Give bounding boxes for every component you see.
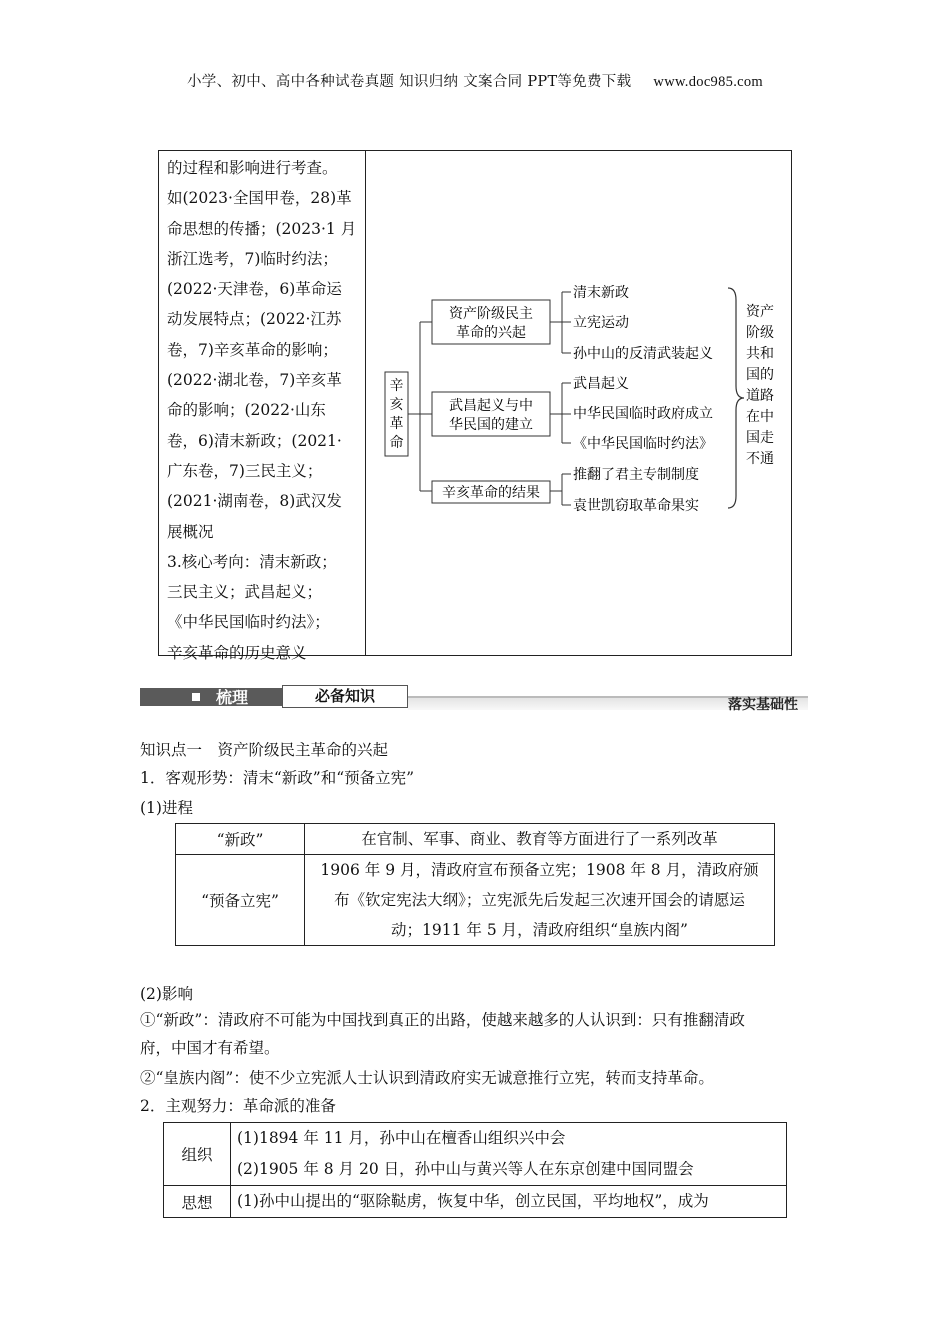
analysis-line: 浙江选考，7)临时约法；: [167, 249, 338, 268]
table-value-line: 1906 年 9 月，清政府宣布预备立宪；1908 年 8 月，清政府颁: [320, 861, 759, 879]
header-text: 小学、初中、高中各种试卷真题 知识归纳 文案合同 PPT等免费下载: [187, 74, 632, 90]
table-value-line: (2)1905 年 8 月 20 日，孙中山与黄兴等人在东京创建中国同盟会: [237, 1160, 694, 1178]
root-connector: [408, 322, 432, 491]
leaf-item: 推翻了君主专制制度: [573, 467, 699, 483]
preparation-table: [163, 1122, 787, 1218]
knowledge-point-heading: 知识点一 资产阶级民主革命的兴起: [140, 741, 389, 759]
table-row: [176, 855, 775, 946]
paragraph-line: ②“皇族内阁”：使不少立宪派人士认识到清政府实无诚意推行立宪，转而支持革命。: [140, 1069, 714, 1087]
table-value: (1)孙中山提出的“驱除鞑虏，恢复中华，创立民国，平均地权”，成为: [231, 1186, 787, 1218]
square-bullet-icon: [192, 693, 200, 701]
analysis-line: (2022·天津卷，6)革命运: [167, 280, 342, 299]
section-tagline: 落实基础性: [728, 697, 798, 713]
conclusion-text: 不通: [746, 451, 774, 467]
table-key: “新政”: [176, 824, 305, 855]
table-value-line: 布《钦定宪法大纲》；立宪派先后发起三次速开国会的请愿运: [334, 891, 745, 909]
table-key: 思想: [164, 1186, 231, 1218]
root-char: 革: [389, 416, 404, 432]
analysis-line: (2021·湖南卷，8)武汉发: [167, 492, 342, 511]
root-char: 辛: [389, 378, 404, 394]
leaf-item: 武昌起义: [573, 376, 629, 392]
branch-label: 革命的兴起: [456, 325, 526, 341]
sub-heading: (1)进程: [140, 799, 193, 817]
analysis-line: 命的影响；(2022·山东: [167, 401, 326, 420]
leaf-item: 孙中山的反清武装起义: [573, 346, 713, 362]
analysis-line: 三民主义；武昌起义；: [167, 583, 323, 602]
table-value: [305, 855, 775, 946]
branch-connector: [550, 474, 571, 505]
exam-analysis-text: [159, 151, 366, 662]
summary-brace: [728, 288, 744, 508]
page-header: [0, 70, 950, 91]
leaf-item: 《中华民国临时约法》: [573, 436, 713, 452]
conclusion-text: 资产: [746, 304, 774, 320]
branch-label: 武昌起义与中: [449, 398, 533, 414]
analysis-line: 辛亥革命的历史意义: [167, 643, 307, 662]
table-row: [164, 1123, 787, 1186]
analysis-line: 动发展特点；(2022·江苏: [167, 310, 342, 329]
conclusion-text: 国的: [746, 367, 774, 383]
root-char: 亥: [389, 397, 404, 413]
branch-label: 资产阶级民主: [449, 306, 533, 322]
conclusion-text: 共和: [746, 346, 774, 362]
conclusion-text: 国走: [746, 430, 774, 446]
leaf-item: 袁世凯窃取革命果实: [573, 498, 699, 514]
conclusion-text: 阶级: [746, 325, 774, 341]
conclusion-text: 道路: [746, 388, 774, 404]
analysis-line: 如(2023·全国甲卷，28)革: [167, 189, 352, 208]
analysis-line: 命思想的传播；(2023·1 月: [167, 219, 357, 238]
table-value: 在官制、军事、商业、教育等方面进行了一系列改革: [305, 824, 775, 855]
table-row: [176, 824, 775, 855]
leaf-item: 清末新政: [573, 285, 629, 301]
analysis-line: 的过程和影响进行考查。: [167, 159, 338, 177]
analysis-line: 3.核心考向：清末新政；: [167, 552, 337, 571]
table-value-line: (1)1894 年 11 月，孙中山在檀香山组织兴中会: [237, 1129, 566, 1147]
branch-connector: [550, 383, 571, 443]
branch-label: 辛亥革命的结果: [442, 485, 540, 501]
item-heading: 1．客观形势：清末“新政”和“预备立宪”: [140, 769, 415, 787]
section-subtitle: 必备知识: [282, 685, 408, 708]
reform-table: [175, 823, 775, 946]
section-bar: [140, 684, 810, 713]
root-char: 命: [389, 435, 404, 451]
analysis-line: 广东卷，7)三民主义；: [167, 461, 323, 480]
leaf-item: 立宪运动: [573, 315, 629, 331]
analysis-line: (2022·湖北卷，7)辛亥革: [167, 371, 342, 390]
section-title: 梳理: [216, 688, 249, 707]
table-key: “预备立宪”: [176, 855, 305, 946]
paragraph-line: ①“新政”：清政府不可能为中国找到真正的出路，使越来越多的人认识到：只有推翻清政: [140, 1011, 745, 1029]
analysis-line: 展概况: [167, 522, 214, 541]
table-row: [164, 1186, 787, 1218]
branch-label: 华民国的建立: [449, 417, 533, 433]
table-key: 组织: [164, 1123, 231, 1186]
branch-connector: [550, 292, 571, 353]
item-heading: 2．主观努力：革命派的准备: [140, 1097, 336, 1115]
analysis-line: 卷，6)清末新政；(2021·: [167, 431, 342, 450]
mind-map: [366, 150, 792, 656]
header-url[interactable]: www.doc985.com: [653, 74, 763, 90]
conclusion-text: 在中: [746, 409, 774, 425]
leaf-item: 中华民国临时政府成立: [573, 406, 713, 422]
table-value-line: 动；1911 年 5 月，清政府组织“皇族内阁”: [391, 921, 688, 939]
paragraph-line: 府，中国才有希望。: [140, 1039, 280, 1057]
sub-heading: (2)影响: [140, 985, 193, 1003]
analysis-line: 《中华民国临时约法》；: [167, 613, 330, 632]
table-value: [231, 1123, 787, 1186]
analysis-line: 卷，7)辛亥革命的影响；: [167, 340, 338, 359]
section-bar-tab: [140, 688, 282, 706]
